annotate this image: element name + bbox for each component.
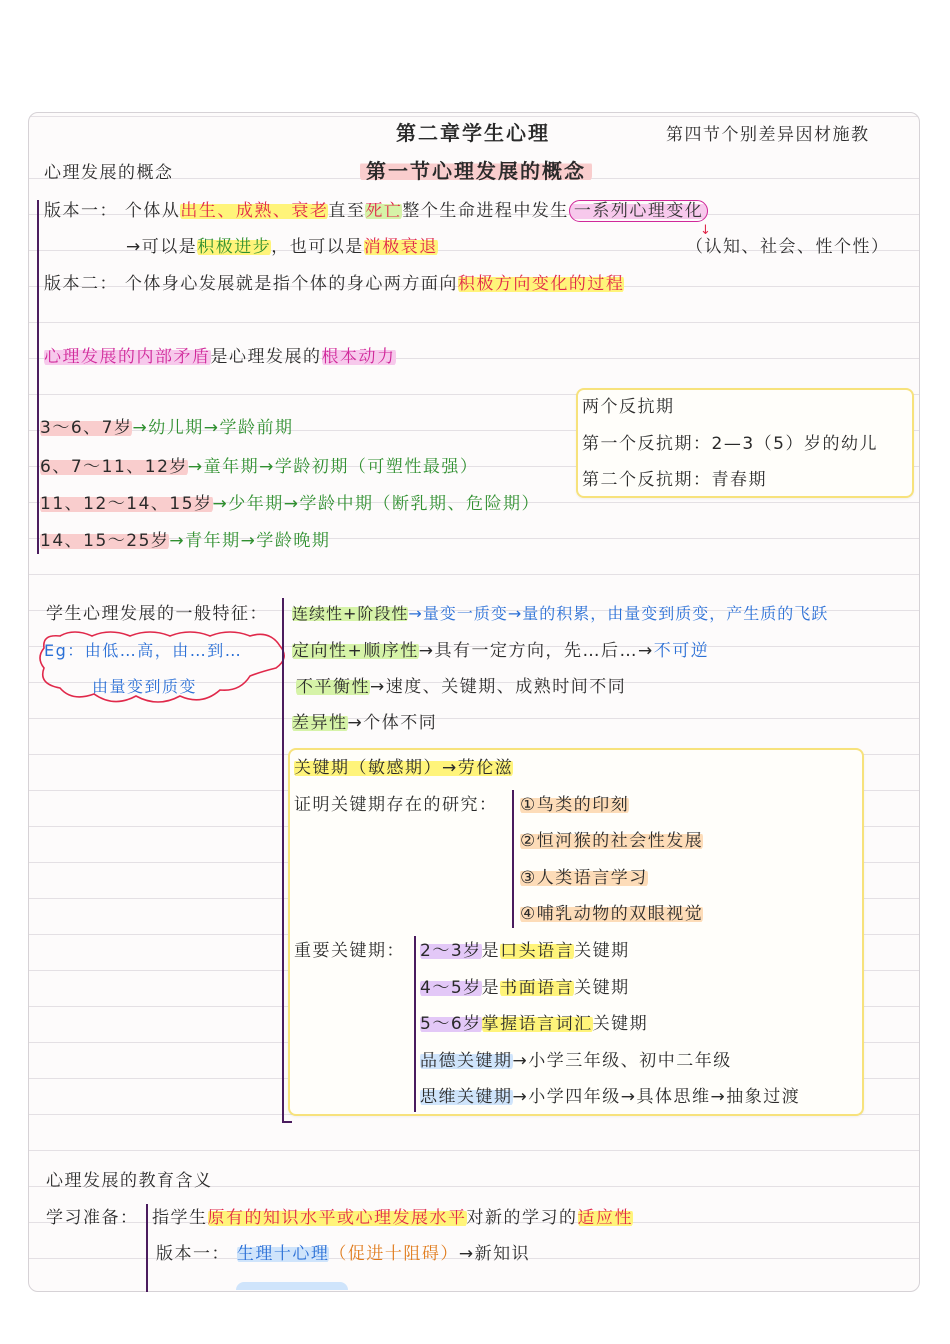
v1-label: 版本一： bbox=[44, 201, 118, 221]
edu-v1-label: 版本一： bbox=[156, 1244, 230, 1264]
important-item bbox=[420, 940, 630, 962]
rebellion-line2: 第二个反抗期：青春期 bbox=[582, 470, 767, 490]
important-suffix: 关键期 bbox=[592, 1014, 649, 1034]
fundamental-power: 根本动力 bbox=[321, 347, 396, 367]
v1-text-c: 直至 bbox=[328, 201, 366, 221]
definition-bracket bbox=[37, 200, 39, 554]
period-row bbox=[40, 417, 293, 439]
research-label: 证明关键期存在的研究： bbox=[294, 795, 498, 815]
critical-title-text: 关键期（敏感期）→劳伦滋 bbox=[294, 758, 514, 778]
v1-psych-changes: 一系列心理变化 bbox=[569, 200, 709, 222]
period-row bbox=[40, 493, 540, 515]
v1-text-e: 整个生命进程中发生 bbox=[402, 201, 569, 221]
edu-v1-b: （促进十阻碍） bbox=[329, 1244, 459, 1264]
feature-desc: →具有一定方向，先…后…→ bbox=[418, 641, 654, 661]
edu-v1-a: 生理十心理 bbox=[236, 1244, 330, 1264]
arrow-down-icon: ↓ bbox=[700, 223, 713, 238]
period-row bbox=[40, 456, 478, 478]
feature-row bbox=[296, 676, 626, 698]
important-item bbox=[420, 1013, 648, 1035]
important-link: 是 bbox=[481, 978, 501, 998]
important-link: 是 bbox=[481, 941, 501, 961]
features-label: 学生心理发展的一般特征： bbox=[46, 604, 268, 624]
definition-v1-line2 bbox=[126, 236, 438, 258]
important-suffix: 关键期 bbox=[574, 941, 630, 961]
important-skill: 掌握语言词汇 bbox=[481, 1014, 593, 1034]
education-v1 bbox=[156, 1243, 530, 1265]
important-item bbox=[420, 1050, 732, 1072]
period-desc: →青年期→学龄晚期 bbox=[169, 531, 331, 551]
v1-positive: 积极进步 bbox=[197, 237, 272, 257]
research-text: ④哺乳动物的双眼视觉 bbox=[520, 904, 704, 924]
important-item bbox=[420, 1086, 800, 1108]
feature-key: 差异性 bbox=[292, 713, 348, 733]
important-item bbox=[420, 977, 630, 999]
important-bracket bbox=[414, 936, 416, 1112]
edu-v1-c: →新知识 bbox=[458, 1244, 531, 1264]
feature-key: 连续性+阶段性 bbox=[292, 604, 409, 623]
readiness-def bbox=[152, 1207, 633, 1229]
research-item bbox=[520, 867, 648, 889]
v1-death: 死亡 bbox=[365, 201, 403, 221]
period-desc: →童年期→学龄初期（可塑性最强） bbox=[187, 457, 479, 477]
eg-line2: 由量变到质变 bbox=[92, 677, 198, 696]
definition-v2 bbox=[44, 273, 624, 295]
important-skill: 口头语言 bbox=[500, 941, 575, 961]
internal-contradiction: 心理发展的内部矛盾 bbox=[44, 347, 211, 367]
important-key: 品德关键期 bbox=[420, 1051, 513, 1071]
eg-line1: Eg：由低…高，由…到… bbox=[44, 641, 243, 660]
period-age: 14、15～25岁 bbox=[40, 531, 170, 551]
v1-note: （认知、社会、性个性） bbox=[686, 237, 890, 257]
feature-desc: →量变一质变→量的积累，由量变到质变，产生质的飞跃 bbox=[408, 604, 829, 623]
important-skill: 书面语言 bbox=[500, 978, 575, 998]
readiness-adapt: 适应性 bbox=[577, 1208, 633, 1228]
period-desc: →少年期→学龄中期（断乳期、危险期） bbox=[212, 494, 541, 514]
feature-row bbox=[292, 640, 709, 662]
important-age: 5～6岁 bbox=[420, 1014, 482, 1034]
left-label: 心理发展的概念 bbox=[44, 163, 174, 183]
chapter-title: 第二章学生心理 bbox=[396, 121, 550, 145]
section-right-title: 第四节个别差异因材施教 bbox=[666, 125, 870, 145]
readiness-a: 指学生 bbox=[152, 1208, 208, 1228]
important-suffix: 关键期 bbox=[574, 978, 630, 998]
feature-desc: →速度、关键期、成熟时间不同 bbox=[370, 677, 627, 697]
v1-text-a: 个体从 bbox=[124, 201, 181, 221]
partial-highlight bbox=[236, 1282, 348, 1290]
rebellion-line1: 第一个反抗期：2—3（5）岁的幼儿 bbox=[582, 434, 878, 454]
readiness-c: 对新的学习的 bbox=[466, 1208, 578, 1228]
period-age: 6、7～11、12岁 bbox=[40, 457, 188, 477]
research-item bbox=[520, 794, 629, 816]
research-item bbox=[520, 830, 703, 852]
section-center-title: 第一节心理发展的概念 bbox=[360, 160, 592, 182]
feature-key: 定向性+顺序性 bbox=[292, 641, 419, 661]
feature-row bbox=[292, 712, 437, 734]
definition-v1 bbox=[44, 200, 708, 222]
important-desc: →小学三年级、初中二年级 bbox=[512, 1051, 732, 1071]
critical-title bbox=[294, 757, 513, 779]
feature-key: 不平衡性 bbox=[296, 677, 370, 697]
driving-force-text: 是心理发展的 bbox=[210, 347, 322, 367]
v2-text: 个体身心发展就是指个体的身心两方面向 bbox=[124, 274, 458, 294]
research-text: ①鸟类的印刻 bbox=[520, 795, 630, 815]
v1-negative: 消极衰退 bbox=[363, 237, 438, 257]
rebellion-title: 两个反抗期 bbox=[582, 397, 675, 417]
period-age: 11、12～14、15岁 bbox=[40, 494, 213, 514]
research-item bbox=[520, 903, 703, 925]
important-key: 思维关键期 bbox=[420, 1087, 513, 1107]
period-row bbox=[40, 530, 330, 552]
readiness-label: 学习准备： bbox=[46, 1208, 139, 1228]
education-bracket bbox=[146, 1204, 148, 1292]
feature-tail: 不可逆 bbox=[653, 641, 710, 661]
important-age: 4～5岁 bbox=[420, 978, 482, 998]
v1-birth: 出生、成熟、衰老 bbox=[180, 201, 329, 221]
research-text: ③人类语言学习 bbox=[520, 868, 648, 888]
features-bracket bbox=[282, 598, 284, 1123]
research-text: ②恒河猴的社会性发展 bbox=[520, 831, 704, 851]
education-title: 心理发展的教育含义 bbox=[46, 1171, 213, 1191]
feature-row bbox=[292, 603, 828, 625]
v2-highlight: 积极方向变化的过程 bbox=[457, 274, 625, 294]
important-age: 2～3岁 bbox=[420, 941, 482, 961]
v1-line2-a: →可以是 bbox=[126, 237, 198, 257]
period-desc: →幼儿期→学龄前期 bbox=[132, 418, 294, 438]
driving-force bbox=[44, 346, 396, 368]
period-age: 3～6、7岁 bbox=[40, 418, 133, 438]
features-bracket-foot bbox=[282, 1121, 292, 1123]
v2-label: 版本二： bbox=[44, 274, 118, 294]
important-desc: →小学四年级→具体思维→抽象过渡 bbox=[512, 1087, 801, 1107]
feature-desc: →个体不同 bbox=[347, 713, 438, 733]
readiness-level: 原有的知识水平或心理发展水平 bbox=[207, 1208, 467, 1228]
important-label: 重要关键期： bbox=[294, 941, 405, 961]
research-bracket bbox=[512, 790, 514, 928]
v1-line2-c: ，也可以是 bbox=[271, 237, 364, 257]
